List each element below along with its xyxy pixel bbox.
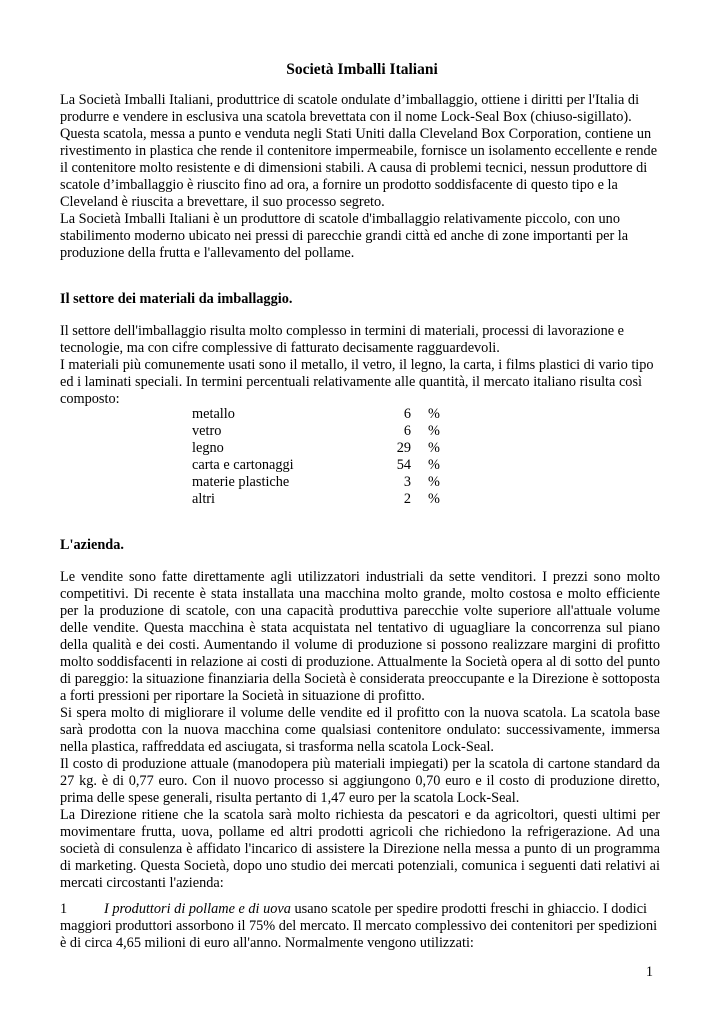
numbered-item <box>60 901 660 952</box>
section-heading-materials: Il settore dei materiali da imballaggio. <box>60 291 293 307</box>
material-value: 3 <box>403 474 411 490</box>
material-unit: % <box>428 491 440 507</box>
materials-paragraph: Il settore dell'imballaggio risulta molto complesso in termini di materiali, processi di lavorazione e tecnologie, ma con cifre complessive di fatturato decisamente ragguardevoli. <box>60 323 624 356</box>
material-row <box>192 491 452 508</box>
material-name: carta e cartonaggi <box>192 457 294 473</box>
section-heading-company: L'azienda. <box>60 537 124 553</box>
company-paragraph: Il costo di produzione attuale (manodopera più materiali impiegati) per la scatola di cartone standard da 27 kg. è di 0,77 euro. Con il nuovo processo si aggiungono 0,70 euro e il costo di produzione diretto, prima delle spese generali, risulta pertanto di 1,47 euro per la scatola Lock-Seal. <box>60 756 660 806</box>
materials-text <box>60 323 660 408</box>
material-unit: % <box>428 457 440 473</box>
material-row <box>192 406 452 423</box>
item-paragraph <box>60 901 660 952</box>
material-unit: % <box>428 423 440 439</box>
material-unit: % <box>428 440 440 456</box>
item-number: 1 <box>60 901 68 917</box>
intro-paragraph: La Società Imballi Italiani, produttrice di scatole ondulate d’imballaggio, ottiene i diritti per l'Italia di produrre e vendere in esclusiva una scatola brevettata con il nome Lock-Seal Box (chiuso-sigillato). Questa scatola, messa a punto e venduta negli Stati Uniti dalla Cleveland Box Corporation, contiene un rivestimento in plastica che rende il contenitore impermeabile, fornisce un isolamento eccellente e rende il contenitore molto resistente e di dimensioni stabili. A causa di problemi tecnici, nessun produttore di scatole d’imballaggio è riuscito fino ad ora, a fornire un prodotto soddisfacente di questo tipo e la Cleveland è riuscita a brevettare, il suo processo segreto. <box>60 92 658 210</box>
intro-paragraph: La Società Imballi Italiani è un produttore di scatole d'imballaggio relativamente piccolo, con uno stabilimento moderno ubicato nei pressi di parecchie grandi città ed anche di zone importanti per la produzione della frutta e l'allevamento del pollame. <box>60 211 629 261</box>
material-value: 2 <box>403 491 411 507</box>
page-title: Società Imballi Italiani <box>286 61 438 78</box>
material-row <box>192 423 452 440</box>
material-name: altri <box>192 491 216 507</box>
materials-paragraph: I materiali più comunemente usati sono il metallo, il vetro, il legno, la carta, i films plastici di vario tipo ed i laminati speciali. In termini percentuali relativamente alle quantità, il mercato italiano risulta così composto: <box>60 357 654 407</box>
material-value: 6 <box>403 423 411 439</box>
material-value: 29 <box>396 440 411 456</box>
company-text <box>60 569 660 892</box>
material-value: 6 <box>403 406 411 422</box>
material-value: 54 <box>396 457 411 473</box>
material-name: materie plastiche <box>192 474 290 490</box>
material-unit: % <box>428 406 440 422</box>
material-name: metallo <box>192 406 235 422</box>
company-paragraph: La Direzione ritiene che la scatola sarà molto richiesta da pescatori e da agricoltori, questi ultimi per movimentare frutta, uova, pollame ed altri prodotti agricoli che richiedono la refrigerazione. Ad una società di consulenza è affidato l'incarico di assistere la Direzione nella messa a punto di un programma di marketing. Questa Società, dopo uno studio dei mercati potenziali, comunica i seguenti dati relativi ai mercati circostanti l'azienda: <box>60 807 660 891</box>
company-paragraph: Le vendite sono fatte direttamente agli utilizzatori industriali da sette venditori. I prezzi sono molto competitivi. Di recente è stata installata una macchina molto grande, molto costosa e molto efficiente per la produzione di scatole, con una capacità produttiva parecchie volte superiore all'attuale volume delle vendite. Questa macchina è stata acquistata nel tentativo di uguagliare la concorrenza sul piano della qualità e dei costi. Aumentando il volume di produzione si possono realizzare margini di profitto molto soddisfacenti in relazione ai costi di produzione. Attualmente la Società opera al di sotto del punto di pareggio: la situazione finanziaria della Società è considerata preoccupante e la Direzione è sottoposta a forti pressioni per riportare la Società in situazione di profitto. <box>60 569 660 704</box>
material-row <box>192 457 452 474</box>
material-name: vetro <box>192 423 222 439</box>
material-name: legno <box>192 440 224 456</box>
intro-text <box>60 92 660 262</box>
company-paragraph: Si spera molto di migliorare il volume delle vendite ed il profitto con la nuova scatola. La scatola base sarà prodotta con la nuova macchina come qualsiasi contenitore ondulato: successivamente, immersa nella plastica, raffreddata ed asciugata, si trasforma nella scatola Lock-Seal. <box>60 705 660 755</box>
page-number: 1 <box>645 964 653 980</box>
item-text: usano scatole per spedire prodotti freschi in ghiaccio. I dodici maggiori produttori assorbono il 75% del mercato. Il mercato complessivo dei contenitori per spedizioni è di circa 4,65 milioni di euro all'anno. Normalmente vengono utilizzati: <box>60 901 658 951</box>
material-row <box>192 474 452 491</box>
material-row <box>192 440 452 457</box>
item-title: I produttori di pollame e di uova <box>104 901 291 917</box>
material-unit: % <box>428 474 440 490</box>
